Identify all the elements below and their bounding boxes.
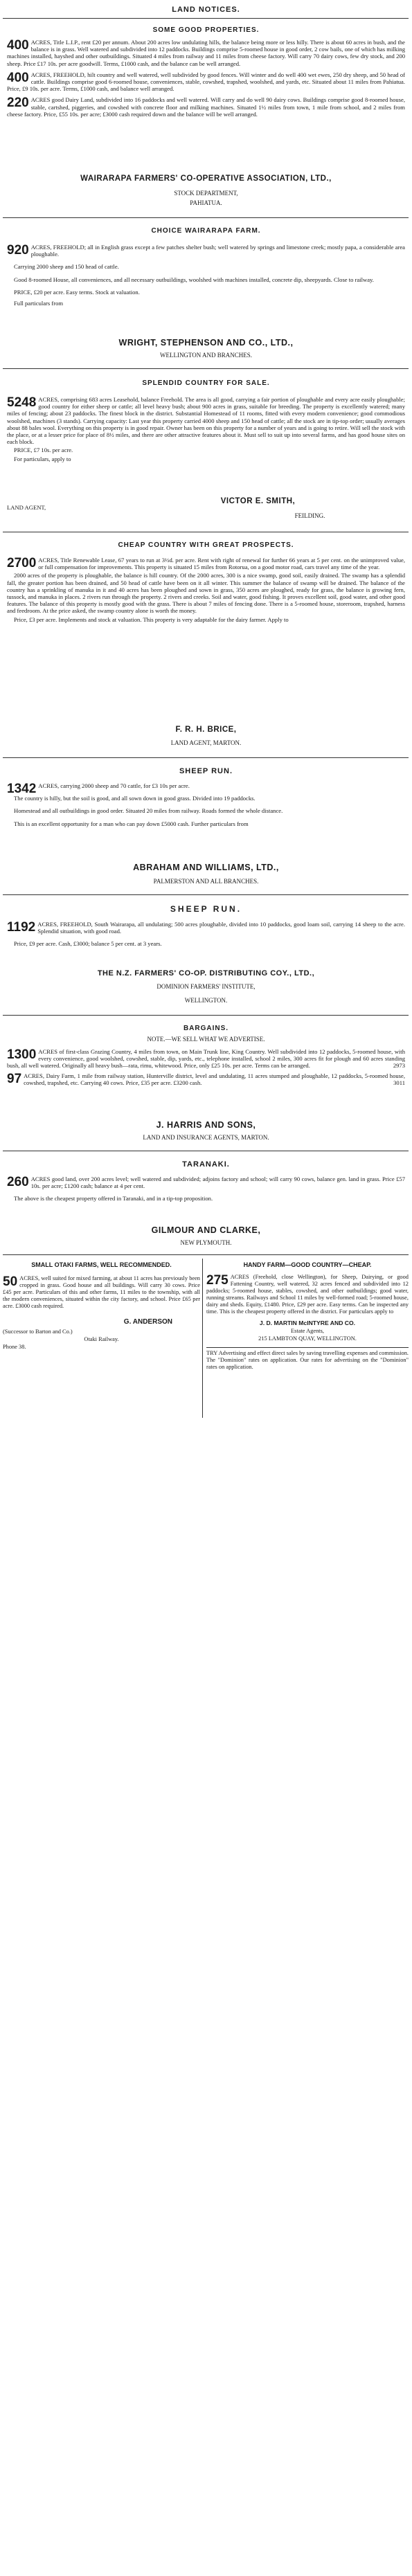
advertiser-name: VICTOR E. SMITH, bbox=[220, 497, 296, 505]
ad-body bbox=[7, 557, 405, 624]
ad-body bbox=[7, 782, 405, 829]
advertiser-role: LAND AGENT, MARTON. bbox=[170, 739, 242, 746]
divider bbox=[3, 757, 409, 758]
ad-text: ACRES good Dairy Land, subdivided into 16 paddocks and well watered. Will carry and do well 90 dairy cows. Buildings comprise good 8-roomed house, stable, cartshed, piggeries, and cowshed with concrete floor and milking machines. Situated 1½ miles from town, 1 mile from school, and 2 miles from cheese factory. Price, £55 10s. per acre; £3000 cash required down and the balance will be well arranged. bbox=[7, 96, 405, 118]
acre-figure: 50 bbox=[3, 1275, 18, 1289]
ad-text: ACRES, FREEHOLD; all in English grass except a few patches shelter bush; well watered by springs and limestone creek; mostly papa, a considerable area ploughable. bbox=[30, 244, 405, 258]
ad-text: ACRES good land, over 200 acres level; well watered and subdivided; adjoins factory and school; will carry 90 cows, balance gen. land in grass. Price £57 10s. per acre; £1200 cash; balance at 4 per cent. bbox=[30, 1176, 405, 1190]
ad-body bbox=[7, 244, 405, 308]
divider bbox=[3, 368, 409, 369]
advertiser-phone: Phone 38. bbox=[3, 1344, 26, 1350]
advertiser-name: THE N.Z. FARMERS' CO-OP. DISTRIBUTING COY., LTD., bbox=[97, 969, 315, 978]
advertiser-name: WRIGHT, STEPHENSON AND CO., LTD., bbox=[118, 338, 294, 348]
advertiser-name: ABRAHAM AND WILLIAMS, LTD., bbox=[133, 863, 279, 872]
advertiser-branches: PALMERSTON AND ALL BRANCHES. bbox=[153, 878, 259, 885]
acre-figure: 400 bbox=[7, 38, 29, 53]
ad-body bbox=[206, 1274, 409, 1315]
advertiser-branches: WELLINGTON AND BRANCHES. bbox=[159, 352, 253, 359]
column-divider bbox=[202, 1259, 203, 1418]
ad-text: The above is the cheapest property offered in Taranaki, and in a tip-top proposition. bbox=[14, 1195, 213, 1203]
ad-text: ACRES, Title L.I.P., rent £20 per annum. About 200 acres low undulating hills, the balance being more or less hilly. There is about 60 acres in bush, and the balance is in grass. Well watered and subdivided into 12 paddocks. Buildings comprise 5-roomed house in good order, 2 cow bails, one of which has milking machines installed, hayshed and other outbuildings. Situated 4 miles from railway and 11 miles from cheese factory. Will carry 70 dairy cows, few dry stock, and 200 sheep. Price £17 10s. per acre goodwill. Terms, £1000 cash, and the balance can be well arranged. bbox=[7, 39, 405, 67]
ad-text: ACRES, carrying 2000 sheep and 70 cattle, for £3 10s per acre. bbox=[38, 782, 190, 789]
ad-body bbox=[7, 921, 405, 949]
ad-left-column bbox=[3, 1261, 200, 1350]
ad-text: ACRES, well suited for mixed farming, at about 11 acres has previously been cropped in grass. Good house and all buildings. Will carry 30 cows. Price £45 per acre. Particulars of this and other farms, 11 miles to the township, with all the modern conveniences, situated within the city factory, and school. Price £65 per acre. £3000 cash required. bbox=[3, 1275, 200, 1309]
ad-text: For particulars, apply to bbox=[14, 455, 71, 462]
ad-body bbox=[7, 1176, 405, 1204]
ad-text: ACRES, FREEHOLD, hilt country and well watered, well subdivided by good fences. Will winter and do well 400 wet ewes, 250 dry sheep, and 50 head of cattle. Buildings comprise good 6-roomed house, conveniences, stable, cowshed, trapshed, woolshed, and yards, etc. Situated about 11 miles from Pahiatua. Price, £9 10s. per acre. Terms, £1000 cash, and balance well arranged. bbox=[7, 71, 405, 93]
ad-price: Price, £9 per acre. Cash, £3000; balance 5 per cent. at 3 years. bbox=[14, 940, 162, 948]
ad-text: Good 8-roomed House, all conveniences, and all necessary outbuildings, woolshed with machines installed, concrete dip, sheepyards. Close to railway. bbox=[14, 276, 374, 283]
ad-heading: SMALL OTAKI FARMS, WELL RECOMMENDED. bbox=[31, 1261, 172, 1268]
advertiser-role: Estate Agents, bbox=[291, 1328, 324, 1334]
ad-heading: CHEAP COUNTRY WITH GREAT PROSPECTS. bbox=[118, 541, 294, 549]
ad-price: PRICE, £7 10s. per acre. bbox=[14, 447, 73, 454]
advertiser-town: FEILDING. bbox=[294, 512, 325, 519]
acre-figure: 1342 bbox=[7, 782, 37, 796]
ad-body bbox=[7, 396, 405, 464]
ad-text: 2000 acres of the property is ploughable, the balance is hill country. Of the 2000 acres, 300 is a nice swamp, good soil, easily drained. The swamp has a splendid fall, the greater portion has been drained, and 50 head of cattle have been on it all winter. This summer the balance of swamp will be drained. The balance of the country has a sprinkling of manuka in it and 40 acres has been ploughed and sown in grass, 350 acres are ploughed, ready for grass, the balance is growing fern, tussock, and manuka in places. 2 rivers run through the property. 2 rivers and creeks. Soil and water, good fishing. It proves excellent soil, good water, and other good features. The balance of this property is mostly good with the grass. There is about 7 miles of fencing done. There is a 5-roomed house, storeroom, trapshed, harness and feedroom. At the price asked, the swamp country alone is worth the money. bbox=[7, 572, 405, 615]
ad-body bbox=[7, 39, 405, 119]
acre-figure: 220 bbox=[7, 96, 29, 111]
advertiser-name: WAIRARAPA FARMERS' CO-OPERATIVE ASSOCIATION, LTD., bbox=[80, 174, 332, 183]
advertiser-name: G. ANDERSON bbox=[123, 1318, 172, 1326]
advertiser-dept: STOCK DEPARTMENT, bbox=[174, 190, 238, 197]
ad-heading: CHOICE WAIRARAPA FARM. bbox=[151, 227, 261, 235]
ad-heading: HANDY FARM—GOOD COUNTRY—CHEAP. bbox=[243, 1261, 372, 1268]
ad-text: ACRES, comprising 683 acres Leasehold, balance Freehold. The area is all good, carrying a fair portion of ploughable and every acre easily ploughable; good country for either sheep or cattle; all level heavy bush; about 900 acres in grass, suitable for breeding. The property is excellently watered; many miles of fencing; about 23 paddocks. The finest block in the district. Substantial Homestead of 11 rooms, fitted with every modern convenience; good commodious woolshed, machines (3 stands). Carrying capacity: Last year this property carried 4000 sheep and 150 head of cattle; all the stock are in tip-top order; usually averages about 88 bales wool. Everything on this property is in good repair. Owner has been on this property for a number of years and is going to retire. Will sell the stock with the place, or at a lesser price for place of 8½ miles, and there are other attractive features about it. Must sell to suit up into several farms, and has good house sites on each block. bbox=[7, 396, 405, 446]
advertiser-role: LAND AND INSURANCE AGENTS, MARTON. bbox=[143, 1134, 269, 1141]
ad-right-column bbox=[206, 1261, 409, 1371]
ad-text: ACRES of first-class Grazing Country, 4 miles from town, on Main Trunk line, King Country. Well subdivided into 12 paddocks, 5-roomed house, with every convenience, good woolshed, cowshed, stable, dip, yards, etc., telephone installed, school 2 miles, 300 acres fit for plough and 60 acres standing bush, all well watered. Originally all heavy bush—rata, rimu, whitewood. Price, only £25 10s. per acre. Terms can be arranged. bbox=[7, 1048, 405, 1070]
advertiser-name: GILMOUR AND CLARKE, bbox=[151, 1225, 261, 1235]
acre-figure: 2700 bbox=[7, 556, 37, 570]
ad-heading: TARANAKI. bbox=[182, 1160, 230, 1169]
ad-heading: SOME GOOD PROPERTIES. bbox=[152, 26, 260, 34]
ad-note: NOTE.—WE SELL WHAT WE ADVERTISE. bbox=[147, 1036, 265, 1043]
ad-reference: 3011 bbox=[393, 1079, 405, 1086]
advertiser-name: J. HARRIS AND SONS, bbox=[156, 1120, 256, 1130]
advertiser-city: WELLINGTON. bbox=[184, 997, 228, 1004]
advertiser-town: PAHIATUA. bbox=[190, 199, 222, 206]
divider bbox=[3, 894, 409, 895]
advertiser-name: J. D. MARTIN McINTYRE AND CO. bbox=[259, 1319, 356, 1326]
ad-text: Homestead and all outbuildings in good order. Situated 20 miles from railway. Roads formed the whole distance. bbox=[14, 807, 283, 815]
ad-heading: SHEEP RUN. bbox=[179, 767, 233, 775]
ad-text: This is an excellent opportunity for a man who can pay down £5000 cash. Further particulars from bbox=[14, 820, 249, 827]
ad-text: ACRES, Title Renewable Lease, 67 years to run at 3½d. per acre. Rent with right of renewal for further 66 years at 5 per cent. on the unimproved value, or full compensation for improvements. This property is situated 15 miles from Rotorua, on a good motor road, cars travel any time of the year. bbox=[38, 557, 405, 571]
acre-figure: 5248 bbox=[7, 395, 37, 410]
acre-figure: 275 bbox=[206, 1273, 229, 1288]
ad-text: The country is hilly, but the soil is good, and all sown down in good grass. Divided into 19 paddocks. bbox=[14, 795, 256, 802]
divider bbox=[3, 1254, 409, 1255]
ad-price: PRICE, £20 per acre. Easy terms. Stock at valuation. bbox=[14, 288, 140, 296]
acre-figure: 97 bbox=[7, 1071, 22, 1086]
acre-figure: 920 bbox=[7, 243, 29, 258]
ad-text: Full particulars from bbox=[14, 300, 64, 307]
ad-body bbox=[7, 1048, 405, 1088]
divider bbox=[3, 1015, 409, 1016]
ad-reference: 2973 bbox=[393, 1062, 405, 1070]
divider bbox=[3, 18, 409, 19]
ad-text: ACRES, FREEHOLD, South Wairarapa, all undulating; 500 acres ploughable, divided into 10 paddocks, good loam soil, carrying 14 sheep to the acre. Splendid situation, with good road. bbox=[37, 921, 405, 935]
acre-figure: 400 bbox=[7, 70, 29, 85]
ad-price: Price, £3 per acre. Implements and stock at valuation. This property is very adaptable for the dairy farmer. Apply to bbox=[14, 615, 289, 623]
advertiser-institute: DOMINION FARMERS' INSTITUTE, bbox=[156, 983, 256, 990]
ad-body bbox=[3, 1275, 200, 1310]
ad-heading: BARGAINS. bbox=[183, 1025, 229, 1032]
agent-role: LAND AGENT, bbox=[7, 504, 46, 511]
ad-text: ACRES (Freehold, close Wellington), for Sheep, Dairying, or good Fattening Country, well watered, 32 acres fenced and subdivided into 12 paddocks; 5-roomed house, stables, cowshed, and other outbuildings; good water, running streams. Railways and School 11 miles by well-formed road; 5-roomed house, dairy and sheds. Equity, £1480. Price, £29 per acre. Easy terms. Can be inspected any time. This is the cheapest property offered in the district. For particulars apply to bbox=[206, 1274, 409, 1315]
advertiser-town: Otaki Railway. bbox=[84, 1336, 119, 1342]
acre-figure: 260 bbox=[7, 1175, 29, 1189]
divider bbox=[3, 217, 409, 218]
ad-text: Carrying 2000 sheep and 150 head of cattle. bbox=[14, 263, 119, 271]
footer-notice: TRY Advertising and effect direct sales by saving travelling expenses and commission. The "Dominion" rates on application. Our rates for advertising on the "Dominion" rates on application. bbox=[206, 1347, 409, 1371]
section-title: LAND NOTICES. bbox=[172, 6, 240, 14]
ad-heading: SPLENDID COUNTRY FOR SALE. bbox=[142, 379, 270, 387]
advertiser-town: NEW PLYMOUTH. bbox=[180, 1239, 232, 1246]
advertiser-address: 215 LAMBTON QUAY, WELLINGTON. bbox=[258, 1335, 357, 1342]
advertiser-succession: (Successor to Barton and Co.) bbox=[3, 1328, 73, 1335]
acre-figure: 1192 bbox=[7, 920, 36, 935]
ad-text: ACRES, Dairy Farm, 1 mile from railway station, Hunterville district, level and undulating, 11 acres stumped and ploughable, 12 paddocks, 5-roomed house, cowshed, trapshed, etc. Carrying 40 cows. Price, £35 per acre. £3200 cash. bbox=[24, 1072, 405, 1086]
acre-figure: 1300 bbox=[7, 1047, 37, 1062]
ad-heading: SHEEP RUN. bbox=[170, 904, 242, 914]
advertiser-name: F. R. H. BRICE, bbox=[175, 726, 237, 734]
